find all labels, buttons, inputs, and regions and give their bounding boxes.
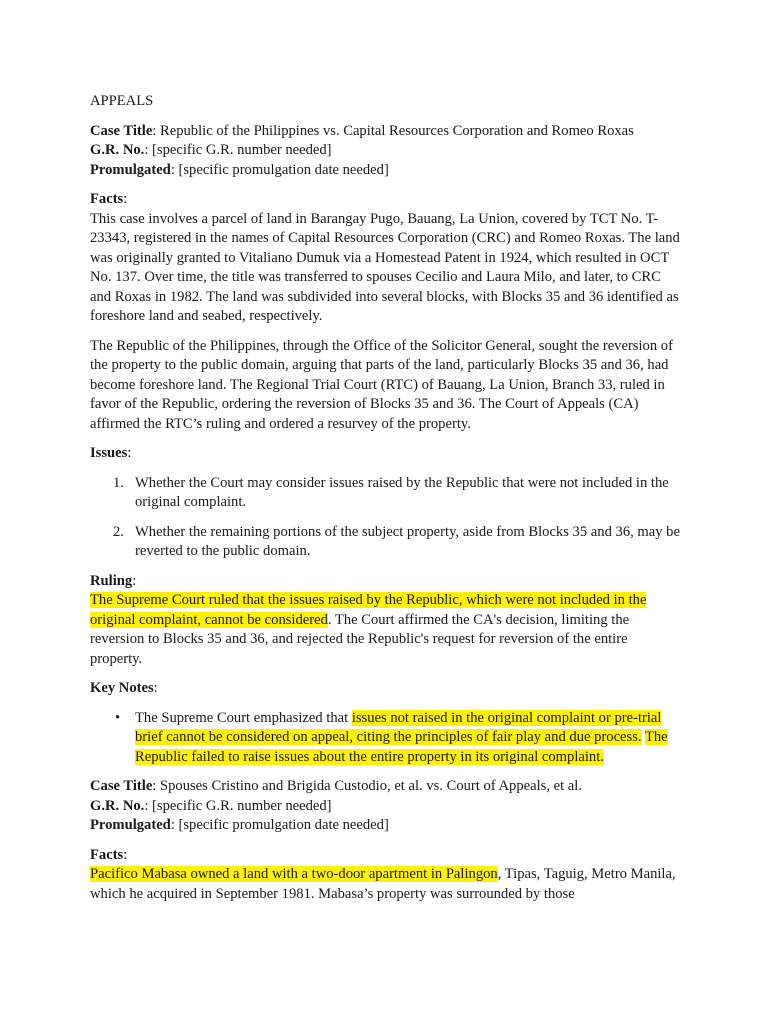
promulgated-value: : [specific promulgation date needed] bbox=[170, 817, 389, 833]
issue-item bbox=[90, 474, 680, 513]
ruling-paragraph bbox=[90, 591, 680, 669]
gr-number-label: G.R. No. bbox=[90, 142, 145, 158]
promulgated-label: Promulgated bbox=[90, 161, 171, 178]
key-note-item bbox=[90, 709, 680, 768]
facts-label: Facts bbox=[90, 846, 124, 863]
case1-header bbox=[90, 122, 680, 181]
issues-label: Issues bbox=[90, 445, 128, 461]
ruling-text: . The Court affirmed the CA's decision, limiting the reversion to Blocks 35 and 36, and rejected the Republic's request for reversion of the entire property. bbox=[90, 611, 630, 667]
gr-number-label: G.R. No. bbox=[90, 797, 145, 814]
issue-item bbox=[90, 523, 680, 562]
ruling-label: Ruling bbox=[90, 572, 133, 589]
case-title-value: : Spouses Cristino and Brigida Custodio, et al. vs. Court of Appeals, et al. bbox=[152, 778, 582, 794]
facts-highlight: Pacifico Mabasa owned a land with a two-door apartment in Palingon bbox=[90, 866, 498, 882]
facts-paragraph bbox=[90, 865, 680, 904]
key-notes-label: Key Notes bbox=[90, 680, 154, 696]
issue-text: Whether the Court may consider issues raised by the Republic that were not included in the original complaint. bbox=[135, 474, 669, 510]
promulgated-label: Promulgated bbox=[90, 817, 171, 833]
key-notes-list bbox=[90, 709, 680, 768]
bullet-icon: • bbox=[115, 709, 121, 726]
gr-number-value: : [specific G.R. number needed] bbox=[144, 142, 332, 158]
issues-list bbox=[90, 474, 680, 562]
promulgated-value: : [specific promulgation date needed] bbox=[170, 161, 389, 178]
gr-number-value: : [specific G.R. number needed] bbox=[144, 797, 332, 814]
case-title-label: Case Title bbox=[90, 122, 153, 139]
facts-text: , Tipas, Taguig, Metro Manila, which he acquired in September 1981. Mabasa’s property was surrounded by those bbox=[90, 866, 676, 902]
key-note-text: The Supreme Court emphasized that bbox=[135, 709, 352, 726]
case2-header bbox=[90, 777, 680, 836]
key-note-highlight: issues not raised in the original complaint or pre-trial brief cannot be considered on appeal, citing the principles of fair play and due process. bbox=[135, 709, 662, 745]
key-note-highlight: The Republic failed to raise issues about the entire property in its original complaint. bbox=[135, 729, 668, 765]
document-heading: APPEALS bbox=[90, 93, 154, 109]
facts-label: Facts bbox=[90, 191, 124, 207]
case-title-value: : Republic of the Philippines vs. Capital Resources Corporation and Romeo Roxas bbox=[152, 122, 634, 139]
issue-number: 2. bbox=[113, 523, 124, 540]
facts-paragraph-1: This case involves a parcel of land in Barangay Pugo, Bauang, La Union, covered by TCT No. T-23343, registered in the names of Capital Resources Corporation (CRC) and Romeo Roxas. The land was originally granted to Vitaliano Dumuk via a Homestead Patent in 1924, which resulted in OCT No. 137. Over time, the title was transferred to spouses Cecilio and Laura Milo, and later, to CRC and Roxas in 1982. The land was subdivided into several blocks, with Blocks 35 and 36 identified as foreshore land and seabed, respectively. bbox=[90, 210, 680, 324]
issue-text: Whether the remaining portions of the subject property, aside from Blocks 35 and 36, may be reverted to the public domain. bbox=[135, 523, 680, 559]
case-title-label: Case Title bbox=[90, 778, 153, 794]
facts-paragraph-2: The Republic of the Philippines, through the Office of the Solicitor General, sought the reversion of the property to the public domain, arguing that parts of the land, particularly Blocks 35 and 36, had become foreshore land. The Regional Trial Court (RTC) of Bauang, La Union, Branch 33, ruled in favor of the Republic, ordering the reversion of Blocks 35 and 36. The Court of Appeals (CA) affirmed the RTC’s ruling and ordered a resurvey of the property. bbox=[90, 337, 673, 432]
issue-number: 1. bbox=[113, 474, 124, 491]
ruling-highlight: The Supreme Court ruled that the issues raised by the Republic, which were not included in the original complaint, cannot be considered bbox=[90, 592, 647, 628]
document-page: APPEALS Case Title: Republic of the Philippines vs. Capital Resources Corporation and Romeo Roxas G.R. No.: [specific G.R. number needed] Promulgated: [specific promulgation date needed] Facts: This case involves a parcel of land in Barangay Pugo, Bauang, La Union, covered by TCT No. T-23343, registered in the names of Capital Resources Corporation (CRC) and Romeo Roxas. The land was originally granted to Vitaliano Dumuk via a Homestead Patent in 1924, which resulted in OCT No. 137. Over time, the title was transferred to spouses Cecilio and Laura Milo, and later, to CRC and Roxas in 1982. The land was subdivided into several blocks, with Blocks 35 and 36 identified as foreshore land and seabed, respectively. The Republic of the Philippines, through the Office of the Solicitor General, sought the reversion of the property to the public domain, arguing that parts of the land, particularly Blocks 35 and 36, had become foreshore land. The Regional Trial Court (RTC) of Bauang, La Union, Branch 33, ruled in favor of the Republic, ordering the reversion of Blocks 35 and 36. The Court of Appeals (CA) affirmed the RTC’s ruling and ordered a resurvey of the property. Issues: 1. Whether the Court may consider issues raised by the Republic that were not included in the original complaint. 2. Whether the remaining portions of the subject property, aside from Blocks 35 and 36, may be reverted to the public domain. Ruling: The Supreme Court ruled that the issues raised by the Republic, which were not included in the original complaint, cannot be considered. The Court affirmed the CA's decision, limiting the reversion to Blocks 35 and 36, and rejected the Republic's request for reversion of the entire property. Key Notes: • The Supreme Court emphasized that issues not raised in the original complaint or pre-trial brief cannot be considered on appeal, citing the principles of fair play and due process. The Republic failed to raise issues about the entire property in its original complaint. Case Title: Spouses Cristino and Brigida Custodio, et al. vs. Court of Appeals, et al. G.R. No.: [specific G.R. number needed] Promulgated: [specific promulgation date needed] Facts: Pacifico Mabasa owned a land with a two-door apartment in Palingon, Tipas, Taguig, Metro Manila, which he acquired in September 1981. Mabasa’s property was surrounded by those bbox=[90, 92, 680, 904]
